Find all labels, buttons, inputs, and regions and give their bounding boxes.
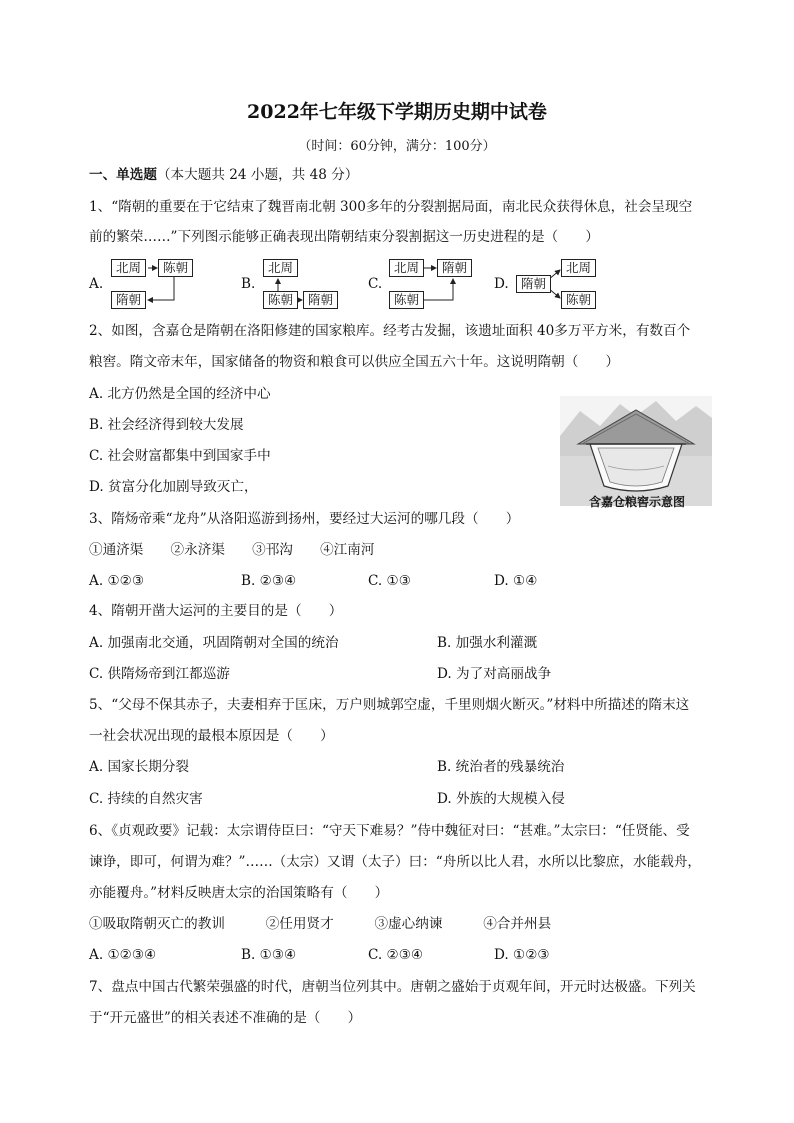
section-label: 一、单选题	[89, 167, 157, 183]
q6-stem-line1: 6、《贞观政要》记载：太宗谓侍臣曰：“守天下难易？”侍中魏征对曰：“甚难。”太宗曰：“任贤能、受	[89, 823, 690, 839]
q1-c-box-beizhou: 北周	[389, 259, 424, 277]
q1-stem-line2: 前的繁荣……”下列图示能够正确表现出隋朝结束分裂割据这一历史进程的是（ ）	[89, 229, 599, 245]
q5-option-d: D. 外族的大规模入侵	[437, 791, 565, 807]
q4-option-a: A. 加强南北交通，巩固隋朝对全国的统治	[89, 635, 339, 651]
q5-option-c: C. 持续的自然灾害	[89, 791, 203, 807]
q1-a-box-chen: 陈朝	[158, 259, 193, 277]
q5-option-b: B. 统治者的残暴统治	[437, 759, 565, 775]
q7-stem-line2: 于“开元盛世”的相关表述不准确的是（ ）	[89, 1010, 362, 1026]
q6-stem-line2: 谏诤，即可，何谓为难？”……（太宗）又谓（太子）曰：“舟所以比人君，水所以比黎庶，水能载舟，	[89, 854, 702, 870]
q3-option-b: B. ②③④	[241, 573, 297, 589]
granary-caption: 含嘉仓粮窖示意图	[588, 495, 685, 509]
q5-option-a: A. 国家长期分裂	[89, 759, 190, 775]
exam-info: （时间：60分钟，满分：100分）	[298, 139, 496, 154]
q2-option-d: D. 贫富分化加剧导致灭亡，	[89, 479, 258, 495]
q2-option-b: B. 社会经济得到较大发展	[89, 417, 244, 433]
q7-stem-line1: 7、盘点中国古代繁荣强盛的时代，唐朝当位列其中。唐朝之盛始于贞观年间，开元时达极盛。下列关	[89, 979, 696, 995]
section-note: （本大题共 24 小题，共 48 分）	[156, 167, 359, 183]
q1-option-a-letter: A.	[89, 276, 104, 292]
q6-option-b: B. ①③④	[241, 947, 297, 963]
q1-d-box-chen: 陈朝	[561, 291, 596, 309]
q6-option-c: C. ②③④	[368, 947, 424, 963]
q5-stem-line2: 一社会状况出现的最根本原因是（ ）	[89, 728, 334, 744]
q3-option-d: D. ①④	[494, 573, 538, 589]
q1-option-b-letter: B.	[241, 276, 256, 292]
q1-a-box-sui: 隋朝	[111, 291, 146, 309]
q2-option-c: C. 社会财富都集中到国家手中	[89, 448, 271, 464]
q2-stem-line2: 粮窖。隋文帝末年，国家储备的物资和粮食可以供应全国五六十年。这说明隋朝（ ）	[89, 354, 620, 370]
q1-b-box-beizhou: 北周	[263, 259, 298, 277]
q1-c-box-chen: 陈朝	[389, 291, 424, 309]
q1-c-box-sui: 隋朝	[437, 259, 472, 277]
q1-b-box-chen: 陈朝	[263, 291, 298, 309]
q6-option-a: A. ①②③④	[89, 947, 157, 963]
q1-b-box-sui: 隋朝	[303, 291, 338, 309]
page-title: 2022年七年级下学期历史期中试卷	[247, 101, 547, 123]
q1-a-box-beizhou: 北周	[111, 259, 146, 277]
q3-option-a: A. ①②③	[89, 573, 145, 589]
q3-stem: 3、隋炀帝乘“龙舟”从洛阳巡游到扬州，要经过大运河的哪几段（ ）	[89, 511, 520, 527]
q2-stem-line1: 2、如图，含嘉仓是隋朝在洛阳修建的国家粮库。经考古发掘，该遗址面积 40多万平方米，有数百个	[89, 323, 691, 339]
q6-items: ①吸取隋朝灭亡的教训 ②任用贤才 ③虚心纳谏 ④合并州县	[89, 916, 552, 932]
q3-items: ①通济渠 ②永济渠 ③邗沟 ④江南河	[89, 542, 375, 558]
q5-stem-line1: 5、“父母不保其赤子，夫妻相弃于匡床，万户则城郭空虚，千里则烟火断灭。”材料中所描述的隋末这	[89, 697, 690, 713]
q1-d-box-beizhou: 北周	[561, 259, 596, 277]
q1-stem-line1: 1、“隋朝的重要在于它结束了魏晋南北朝 300多年的分裂割据局面，南北民众获得休息，社会呈现空	[89, 199, 693, 215]
q6-stem-line3: 亦能覆舟。”材料反映唐太宗的治国策略有（ ）	[89, 885, 389, 901]
q4-option-b: B. 加强水利灌溉	[437, 635, 538, 651]
q1-option-c-letter: C.	[368, 276, 383, 292]
q4-option-d: D. 为了对高丽战争	[437, 666, 552, 682]
q4-option-c: C. 供隋炀帝到江都巡游	[89, 666, 230, 682]
q1-d-box-sui: 隋朝	[516, 275, 551, 293]
q4-stem: 4、隋朝开凿大运河的主要目的是（ ）	[89, 603, 343, 619]
q2-option-a: A. 北方仍然是全国的经济中心	[89, 386, 271, 402]
q6-option-d: D. ①②③	[494, 947, 550, 963]
q1-option-d-letter: D.	[494, 276, 509, 292]
q3-option-c: C. ①③	[368, 573, 411, 589]
